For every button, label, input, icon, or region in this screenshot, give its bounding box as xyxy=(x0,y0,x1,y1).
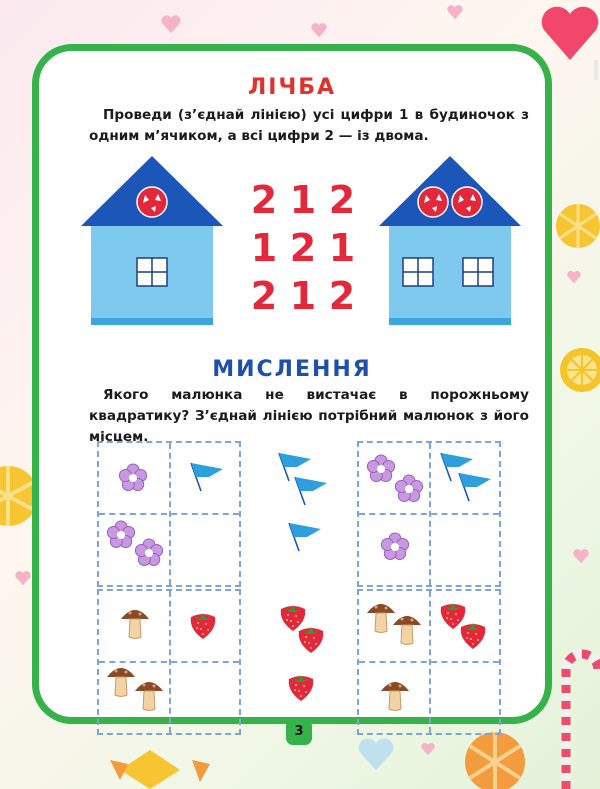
mushroom-icon xyxy=(393,616,421,645)
worksheet-card xyxy=(32,44,552,739)
digit[interactable]: 2 xyxy=(328,274,356,318)
page-number: 3 xyxy=(286,719,312,745)
house-two-balls-icon[interactable] xyxy=(377,154,523,330)
digit[interactable]: 1 xyxy=(328,226,356,270)
candy-cane-decoration-icon xyxy=(552,640,600,789)
house-one-ball-icon[interactable] xyxy=(79,154,225,330)
heart-decoration-icon xyxy=(572,548,590,564)
digit[interactable]: 1 xyxy=(289,178,317,222)
digits-row xyxy=(249,224,357,272)
heart-decoration-icon xyxy=(446,4,464,20)
strawberry-option-one[interactable] xyxy=(281,605,306,631)
ball-icon xyxy=(137,187,167,217)
flag-icon xyxy=(459,473,491,501)
ball-icon xyxy=(418,187,448,217)
thinking-instruction: Якого малюнка не вистачає в порожньому квадратику? З’єднай лінією потрібний малюнок з його місцем. xyxy=(89,387,529,445)
strawberry-icon xyxy=(191,613,216,639)
mushroom-icon xyxy=(367,604,395,633)
digits-row xyxy=(249,272,357,320)
candy-ball-decoration-icon xyxy=(552,200,600,256)
mushroom-icon xyxy=(121,610,149,639)
digit[interactable]: 2 xyxy=(328,178,356,222)
puzzle-grid-flowers-flags-right xyxy=(357,441,501,587)
heart-decoration-icon xyxy=(14,570,32,586)
candy-slice-decoration-icon xyxy=(552,342,600,402)
empty-cell[interactable] xyxy=(171,515,237,583)
heart-decoration-icon xyxy=(356,736,396,772)
strawberry-option-three[interactable] xyxy=(289,675,314,701)
heart-decoration-icon xyxy=(160,14,182,34)
window-icon xyxy=(403,258,433,286)
flower-icon xyxy=(381,533,408,560)
grid-content xyxy=(359,443,499,585)
digit[interactable]: 2 xyxy=(250,178,278,222)
mushroom-icon xyxy=(107,668,135,697)
heart-decoration-icon xyxy=(420,742,436,756)
strawberry-icon xyxy=(461,623,486,649)
grid-content xyxy=(99,443,239,585)
heart-decoration-icon xyxy=(310,22,328,38)
flower-icon xyxy=(395,475,422,502)
empty-cell[interactable] xyxy=(431,515,497,583)
puzzle-grid-flowers-flags-left xyxy=(97,441,241,587)
heart-decoration-icon xyxy=(566,270,582,284)
flower-icon xyxy=(135,539,162,566)
strawberry-options xyxy=(265,595,345,705)
flag-option-two[interactable] xyxy=(295,477,327,505)
strawberry-icon xyxy=(441,603,466,629)
ball-icon xyxy=(452,187,482,217)
grid-content xyxy=(99,591,239,733)
mushroom-icon xyxy=(381,682,409,711)
section-title-counting: ЛІЧБА xyxy=(247,75,337,100)
digit[interactable]: 2 xyxy=(250,274,278,318)
strawberry-option-two[interactable] xyxy=(299,627,324,653)
flag-option-one[interactable] xyxy=(279,453,311,481)
puzzle-grid-mushrooms-strawberries-left xyxy=(97,589,241,735)
empty-cell[interactable] xyxy=(171,663,237,731)
flag-icon xyxy=(191,463,223,491)
digit[interactable]: 2 xyxy=(289,226,317,270)
candy-wrapper-decoration-icon xyxy=(110,730,210,789)
flower-icon xyxy=(107,521,134,548)
flag-options xyxy=(265,447,345,557)
window-icon xyxy=(137,258,167,286)
window-icon xyxy=(463,258,493,286)
counting-instruction: Проведи (з’єднай лінією) усі цифри 1 в будиночок з одним м’ячиком, а всі цифри 2 — із двома. xyxy=(89,107,529,144)
empty-cell[interactable] xyxy=(431,663,497,731)
digits-row xyxy=(249,176,357,224)
mushroom-icon xyxy=(135,682,163,711)
flower-icon xyxy=(367,455,394,482)
digits-grid xyxy=(249,176,357,320)
flag-option-three[interactable] xyxy=(289,523,321,551)
grid-content xyxy=(359,591,499,733)
flower-icon xyxy=(119,464,146,491)
puzzle-grid-mushrooms-strawberries-right xyxy=(357,589,501,735)
digit[interactable]: 1 xyxy=(289,274,317,318)
digit[interactable]: 1 xyxy=(250,226,278,270)
section-title-thinking: МИСЛЕННЯ xyxy=(212,357,372,382)
